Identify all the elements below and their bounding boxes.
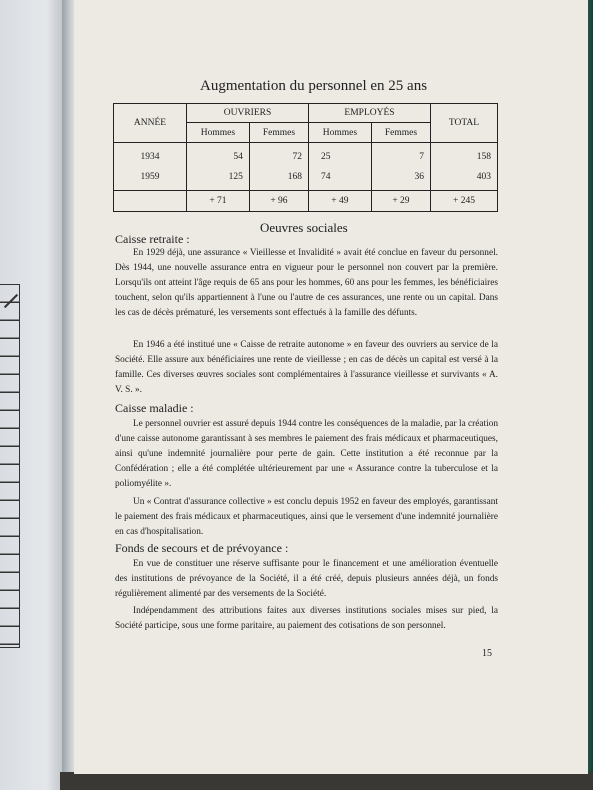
table-cell: 7	[419, 151, 424, 162]
diff-empty-cell	[114, 191, 187, 212]
year-header: ANNÉE	[114, 104, 187, 143]
caisse-maladie-paragraph-2: Un « Contrat d'assurance collective » est conclu depuis 1952 en faveur des employés, garantissant le paiement des frais médicaux et pharmaceutiques, ainsi que le versement d'une indemnité journalière en cas d'hospitalisation.	[115, 497, 498, 537]
caisse-retraite-paragraph-1: En 1929 déjà, une assurance « Vieillesse et Invalidité » avait été conclue en faveur du personnel. Dès 1944, une nouvelle assurance entra en vigueur pour le personnel non couvert par la première. Lorsqu'ils ont atteint l'âge requis de 65 ans pour les hommes, 60 ans pour les femmes, les bénéficiaires touchent, selon qu'ils appartiennent à l'une ou l'autre de ces assurances, une rente ou un capital. Dans les cas de décès prématuré, les versements sont effectués à la famille des défunts.	[115, 248, 498, 318]
table-title: Augmentation du personnel en 25 ans	[200, 78, 428, 94]
ouvriers-femmes-cell	[249, 143, 308, 191]
total-cell	[431, 143, 498, 191]
ouvriers-hommes-header: Hommes	[187, 123, 250, 143]
fonds-heading: Fonds de secours et de prévoyance :	[115, 541, 289, 555]
table-cell: 158	[476, 151, 491, 162]
table-cell: 54	[233, 151, 243, 162]
diff-ouvriers-hommes: + 71	[187, 191, 250, 212]
table-cell: 36	[414, 171, 424, 182]
fonds-paragraph-2: Indépendamment des attributions faites aux diverses institutions sociales mises sur pied, la Société participe, sous une forme paritaire, au paiement des cotisations de son personnel.	[115, 606, 498, 631]
fonds-paragraph-1: En vue de constituer une réserve suffisante pour le financement et une amélioration éventuelle des institutions de prévoyance de la Société, il a été créé, depuis plusieurs années déjà, un fonds régulièrement alimenté par des versements de la Société.	[115, 559, 498, 599]
document-page	[74, 0, 588, 774]
table-cell: 72	[292, 151, 302, 162]
table-cell: 168	[287, 171, 302, 182]
year-1934: 1934	[140, 151, 160, 162]
employes-femmes-cell	[371, 143, 430, 191]
ouvriers-header: OUVRIERS	[187, 104, 309, 123]
diff-employes-femmes: + 29	[371, 191, 430, 212]
page-number: 15	[482, 648, 492, 659]
caisse-maladie-heading: Caisse maladie :	[115, 401, 194, 415]
employes-header: EMPLOYÉS	[308, 104, 430, 123]
total-header: TOTAL	[431, 104, 498, 143]
adjacent-page-grid	[0, 284, 20, 648]
staff-table	[113, 103, 498, 212]
table-cell: 25	[320, 151, 331, 162]
ouvriers-femmes-header: Femmes	[249, 123, 308, 143]
diff-employes-hommes: + 49	[308, 191, 371, 212]
employes-femmes-header: Femmes	[371, 123, 430, 143]
section-title: Oeuvres sociales	[260, 220, 348, 235]
caisse-retraite-paragraph-2: En 1946 a été institué une « Caisse de retraite autonome » en faveur des ouvriers au service de la Société. Elle assure aux bénéficiaires une rente de vieillesse ; en cas de décès un capital est versé à la famille. Ces diverses œuvres sociales sont complémentaires à l'assurance vieillesse et survivants « A. V. S. ».	[115, 340, 498, 395]
ouvriers-hommes-cell	[187, 143, 250, 191]
caisse-retraite-heading: Caisse retraite :	[115, 232, 190, 246]
table-cell: 403	[476, 171, 491, 182]
table-surface	[60, 772, 593, 790]
caisse-maladie-paragraph-1: Le personnel ouvrier est assuré depuis 1944 contre les conséquences de la maladie, par la création d'une caisse autonome garantissant à ses membres le paiement des frais médicaux et pharmaceutiques, ainsi qu'une indemnité journalière pour perte de gain. Cette institution a été reconnue par la Confédération ; elle a été complétée ultérieurement par une « Assurance contre la tuberculose et la poliomyélite ».	[115, 419, 498, 489]
years-cell	[114, 143, 187, 191]
table-cell: 74	[320, 171, 331, 182]
employes-hommes-header: Hommes	[308, 123, 371, 143]
table-cell: 125	[228, 171, 243, 182]
diff-ouvriers-femmes: + 96	[249, 191, 308, 212]
diff-total: + 245	[431, 191, 498, 212]
employes-hommes-cell	[308, 143, 371, 191]
year-1959: 1959	[140, 171, 160, 182]
